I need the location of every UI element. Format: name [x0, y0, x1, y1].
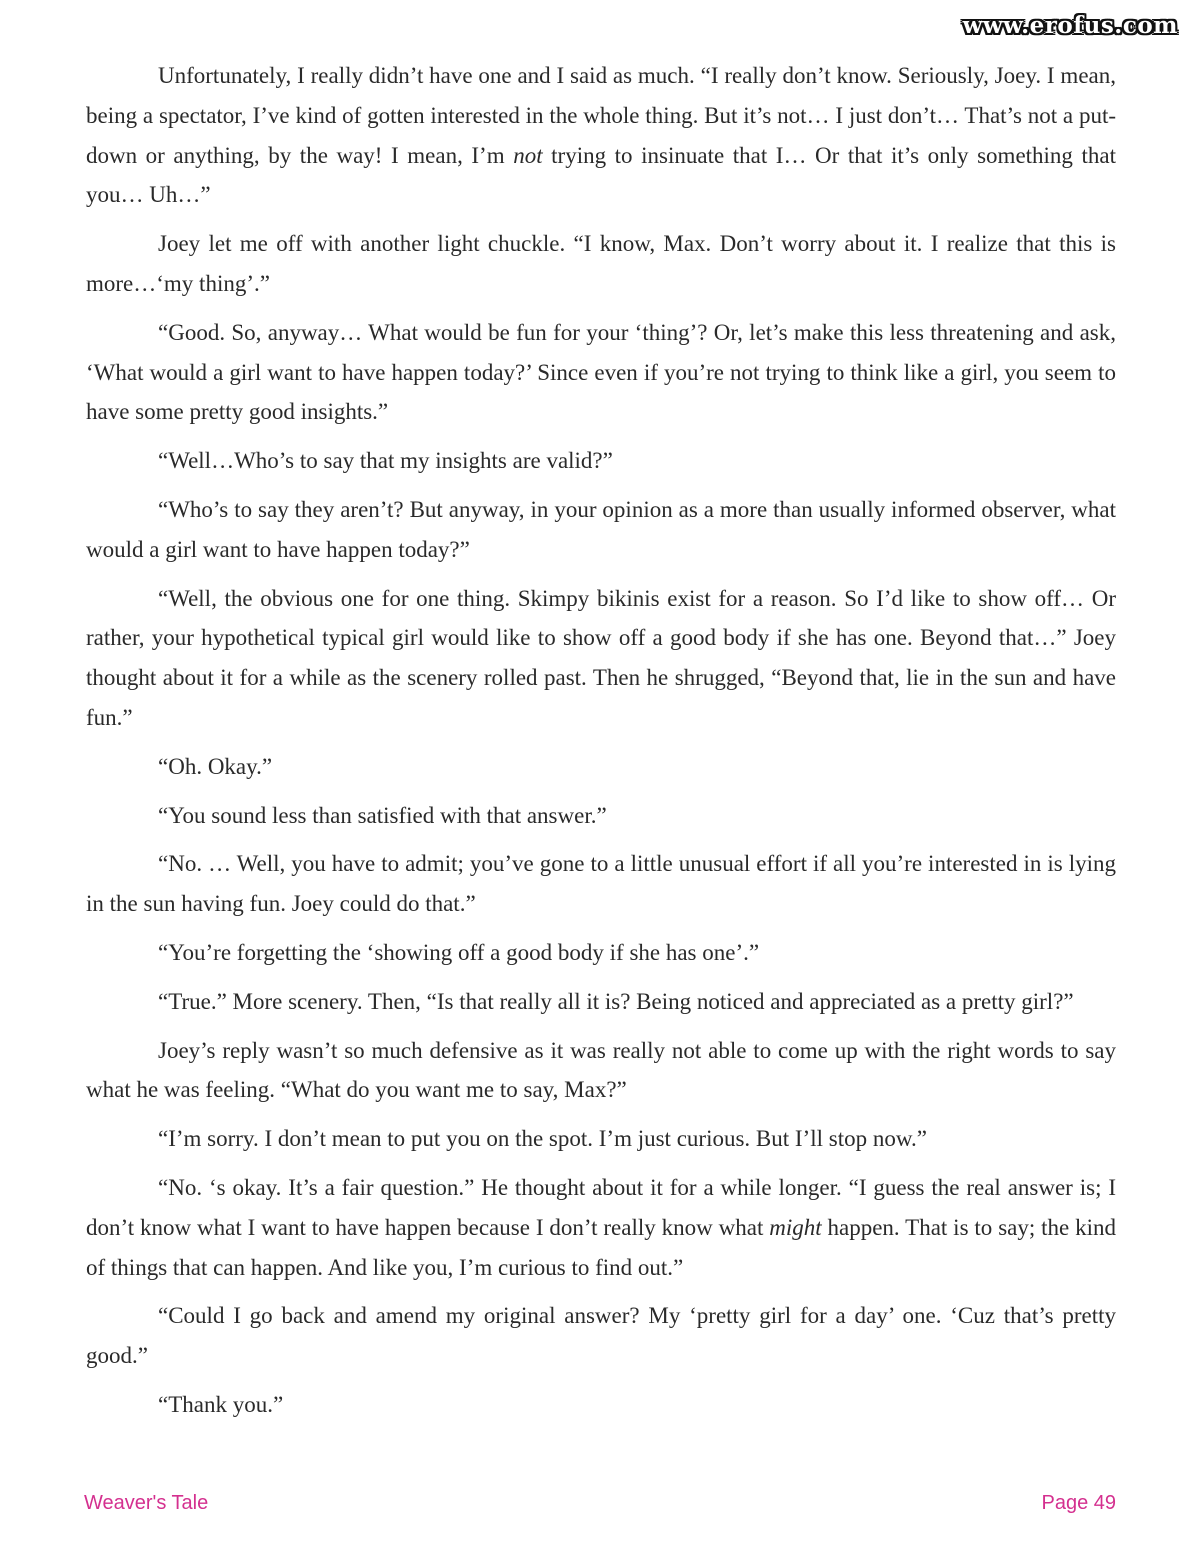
paragraph: “Well…Who’s to say that my insights are valid?” — [158, 448, 613, 474]
paragraph: “Good. So, anyway… What would be fun for your ‘thing’? Or, let’s make this less threatening and ask, ‘What would a girl want to have happen today?’ Since even if you’re not trying to think like a girl, you seem to have some pretty good insights.” — [86, 319, 1116, 425]
paragraph: Joey let me off with another light chuckle. “I know, Max. Don’t worry about it. I realize that this is more…‘my thing’.” — [86, 231, 1116, 296]
paragraph: “You’re forgetting the ‘showing off a good body if she has one’.” — [158, 939, 760, 965]
site-watermark: www.erofus.com — [962, 12, 1178, 39]
paragraph: “No. … Well, you have to admit; you’ve gone to a little unusual effort if all you’re interested in is lying in the sun having fun. Joey could do that.” — [86, 851, 1116, 917]
footer-page-number: Page 49 — [1041, 1492, 1116, 1514]
page-footer — [84, 1492, 1116, 1522]
paragraph: “No. ‘s okay. It’s a fair question.” He thought about it for a while longer. “I guess the real answer is; I don’t know what I want to have happen because I don’t really know what might happen. That is to say; the kind of things that can happen. And like you, I’m curious to find out.” — [86, 1174, 1117, 1280]
paragraph: “Could I go back and amend my original answer? My ‘pretty girl for a day’ one. ‘Cuz that’s pretty good.” — [86, 1303, 1116, 1369]
paragraph: “I’m sorry. I don’t mean to put you on the spot. I’m just curious. But I’ll stop now.” — [158, 1126, 927, 1152]
paragraph: “Oh. Okay.” — [158, 753, 273, 779]
paragraph: “You sound less than satisfied with that answer.” — [158, 802, 607, 828]
page-body — [86, 56, 1116, 1434]
paragraph: “True.” More scenery. Then, “Is that really all it is? Being noticed and appreciated as a pretty girl?” — [158, 988, 1074, 1014]
paragraph: “Who’s to say they aren’t? But anyway, in your opinion as a more than usually informed observer, what would a girl want to have happen today?” — [86, 496, 1116, 562]
paragraph: Unfortunately, I really didn’t have one and I said as much. “I really don’t know. Seriously, Joey. I mean, being a spectator, I’ve kind of gotten interested in the whole thing. But it’s not… I just don’t… That’s not a put-down or anything, by the way! I mean, I’m not trying to insinuate that I… Or that it’s only something that you… Uh…” — [86, 63, 1116, 208]
paragraph: “Thank you.” — [158, 1391, 284, 1417]
paragraph: Joey’s reply wasn’t so much defensive as it was really not able to come up with the right words to say what he was feeling. “What do you want me to say, Max?” — [86, 1037, 1116, 1103]
paragraph: “Well, the obvious one for one thing. Skimpy bikinis exist for a reason. So I’d like to show off… Or rather, your hypothetical typical girl would like to show off a good body if she has one. Beyond that…” Joey thought about it for a while as the scenery rolled past. Then he shrugged, “Beyond that, lie in the sun and have fun.” — [86, 585, 1116, 730]
footer-book-title: Weaver's Tale — [84, 1492, 209, 1514]
